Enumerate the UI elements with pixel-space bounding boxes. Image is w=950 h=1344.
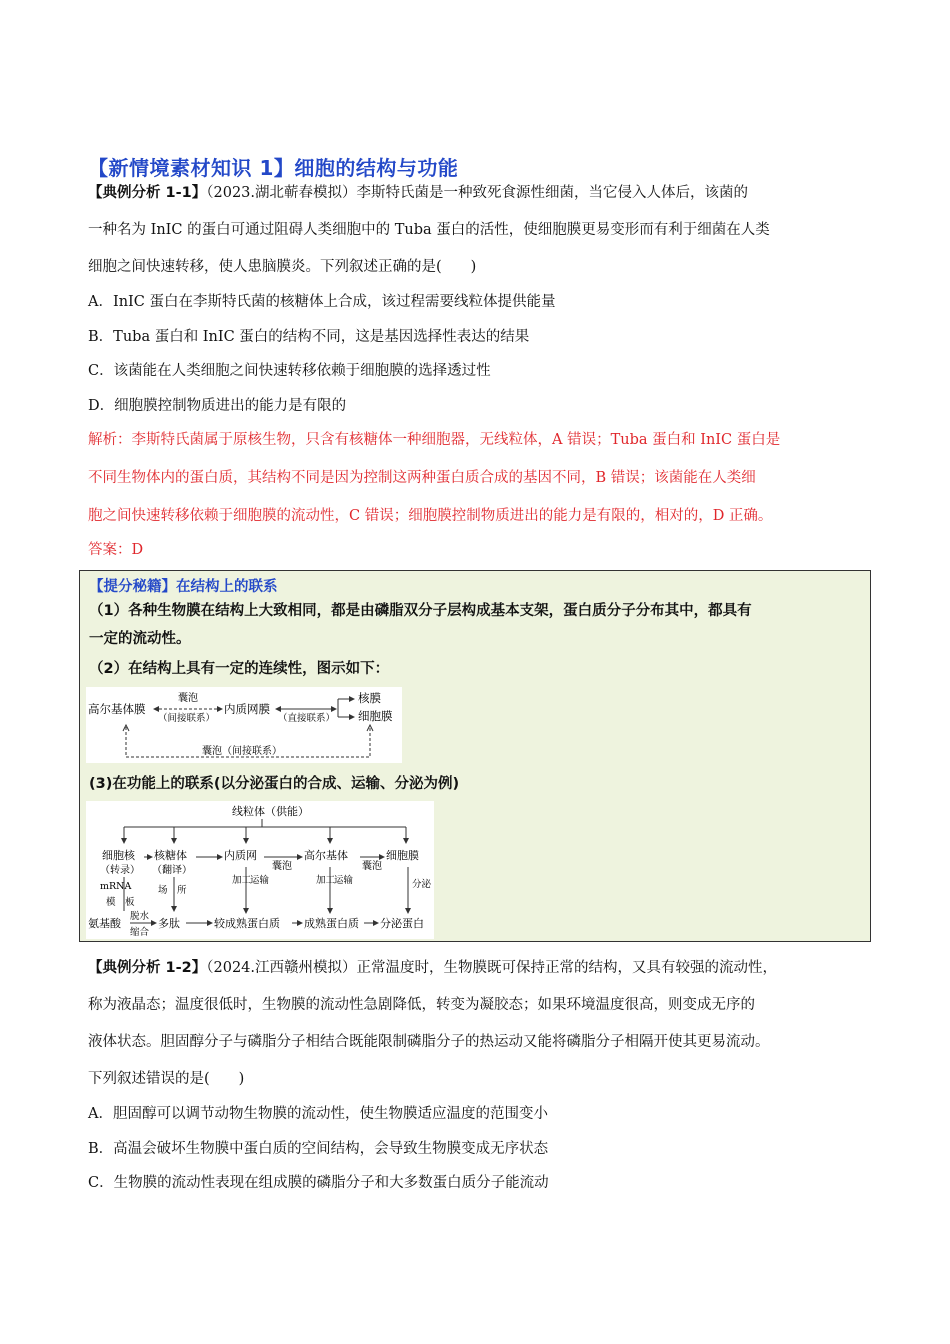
example1-line1	[88, 183, 748, 203]
example1-line2: 一种名为 InIC 的蛋白可通过阻碍人类细胞中的 Tuba 蛋白的活性，使细胞膜更易变形而有利于细菌在人类	[88, 222, 770, 238]
cell-membrane-label: 细胞膜	[358, 709, 393, 723]
analysis-line1: 解析：李斯特氏菌属于原核生物，只含有核糖体一种细胞器，无线粒体，A 错误；Tuba 蛋白和 InIC 蛋白是	[88, 432, 781, 448]
example2-option-c: C．生物膜的流动性表现在组成膜的磷脂分子和大多数蛋白质分子能流动	[88, 1175, 549, 1191]
tip-box	[79, 570, 871, 942]
answer: 答案：D	[88, 542, 144, 558]
tip-point1-a: （1）各种生物膜在结构上大致相同，都是由磷脂双分子层构成基本支架，蛋白质分子分布其中，都具有	[89, 603, 752, 619]
process2-label: 加工	[316, 875, 336, 886]
membrane-continuity-diagram	[86, 687, 402, 763]
polypeptide-label: 多肽	[158, 917, 180, 930]
dehydration-label: 脱水	[130, 911, 150, 922]
condensation-label: 缩合	[130, 927, 150, 938]
vesicle1-label: 囊泡	[272, 861, 292, 872]
nuclear-membrane-label: 核膜	[358, 691, 381, 705]
analysis-line3: 胞之间快速转移依赖于细胞膜的流动性，C 错误；细胞膜控制物质进出的能力是有限的，相对的，D 正确。	[88, 508, 773, 524]
example1-line3: 细胞之间快速转移，使人患脑膜炎。下列叙述正确的是( )	[88, 259, 477, 275]
er-label: 内质网	[224, 849, 257, 862]
er-membrane-label: 内质网膜	[224, 702, 270, 716]
golgi-membrane-label: 高尔基体膜	[88, 702, 146, 716]
transcription-label: （转录）	[100, 865, 140, 876]
direct-link-label: （直接联系）	[278, 713, 336, 724]
example1-option-a: A．InIC 蛋白在李斯特氏菌的核糖体上合成，该过程需要线粒体提供能量	[88, 294, 556, 310]
example1-line1-text: （2023.湖北蕲春模拟）李斯特氏菌是一种致死食源性细菌，当它侵入人体后，该菌的	[206, 185, 749, 201]
cellmem-label: 细胞膜	[386, 849, 419, 862]
example2-line4: 下列叙述错误的是( )	[88, 1071, 245, 1087]
example2-line1-text: （2024.江西赣州模拟）正常温度时，生物膜既可保持正常的结构，又具有较强的流动性，	[206, 960, 778, 976]
transport2-label: 运输	[334, 875, 354, 886]
section-title: 【新情境素材知识 1】细胞的结构与功能	[88, 156, 459, 180]
transport1-label: 运输	[250, 875, 270, 886]
example2-option-a: A．胆固醇可以调节动物生物膜的流动性，使生物膜适应温度的范围变小	[88, 1106, 548, 1122]
example2-option-b: B．高温会破坏生物膜中蛋白质的空间结构，会导致生物膜变成无序状态	[88, 1141, 549, 1157]
example1-option-b: B．Tuba 蛋白和 InIC 蛋白的结构不同，这是基因选择性表达的结果	[88, 329, 530, 345]
example2-label: 【典例分析 1-2】	[88, 960, 207, 976]
secreted-protein-label: 分泌蛋白	[380, 917, 424, 930]
secrete-label: 分泌	[412, 879, 432, 890]
tip-point3: (3)在功能上的联系(以分泌蛋白的合成、运输、分泌为例)	[89, 776, 460, 792]
tip-box-title: 【提分秘籍】在结构上的联系	[89, 579, 278, 595]
nucleus-label: 细胞核	[102, 849, 135, 862]
secretory-protein-diagram	[86, 801, 434, 939]
template-label: 模 板	[106, 897, 135, 908]
mature-protein-label: 成熟蛋白质	[304, 917, 359, 930]
tip-point1-b: 一定的流动性。	[89, 631, 191, 647]
vesicle-top-label: 囊泡	[178, 693, 198, 704]
mitochondria-label: 线粒体（供能）	[232, 805, 309, 818]
example1-option-c: C．该菌能在人类细胞之间快速转移依赖于细胞膜的选择透过性	[88, 363, 491, 379]
amino-acid-label: 氨基酸	[88, 917, 121, 930]
mrna-label: mRNA	[100, 881, 132, 892]
example1-label: 【典例分析 1-1】	[88, 185, 207, 201]
site-label: 场 所	[158, 885, 187, 896]
vesicle2-label: 囊泡	[362, 861, 382, 872]
example1-option-d: D．细胞膜控制物质进出的能力是有限的	[88, 398, 347, 414]
translation-label: （翻译）	[152, 865, 192, 876]
immature-protein-label: 较成熟蛋白质	[214, 917, 280, 930]
example2-line1	[88, 958, 777, 978]
golgi-label: 高尔基体	[304, 849, 348, 862]
bottom-vesicle-label: 囊泡（间接联系）	[202, 746, 282, 757]
tip-point2: （2）在结构上具有一定的连续性，图示如下：	[89, 661, 390, 677]
analysis-line2: 不同生物体内的蛋白质，其结构不同是因为控制这两种蛋白质合成的基因不同，B 错误；该菌能在人类细	[88, 470, 756, 486]
example2-line2: 称为液晶态；温度很低时，生物膜的流动性急剧降低，转变为凝胶态；如果环境温度很高，则变成无序的	[88, 997, 755, 1013]
indirect-link-label: （间接联系）	[158, 713, 216, 724]
example2-line3: 液体状态。胆固醇分子与磷脂分子相结合既能限制磷脂分子的热运动又能将磷脂分子相隔开使其更易流动。	[88, 1034, 770, 1050]
process1-label: 加工	[232, 875, 252, 886]
ribosome-label: 核糖体	[154, 849, 187, 862]
